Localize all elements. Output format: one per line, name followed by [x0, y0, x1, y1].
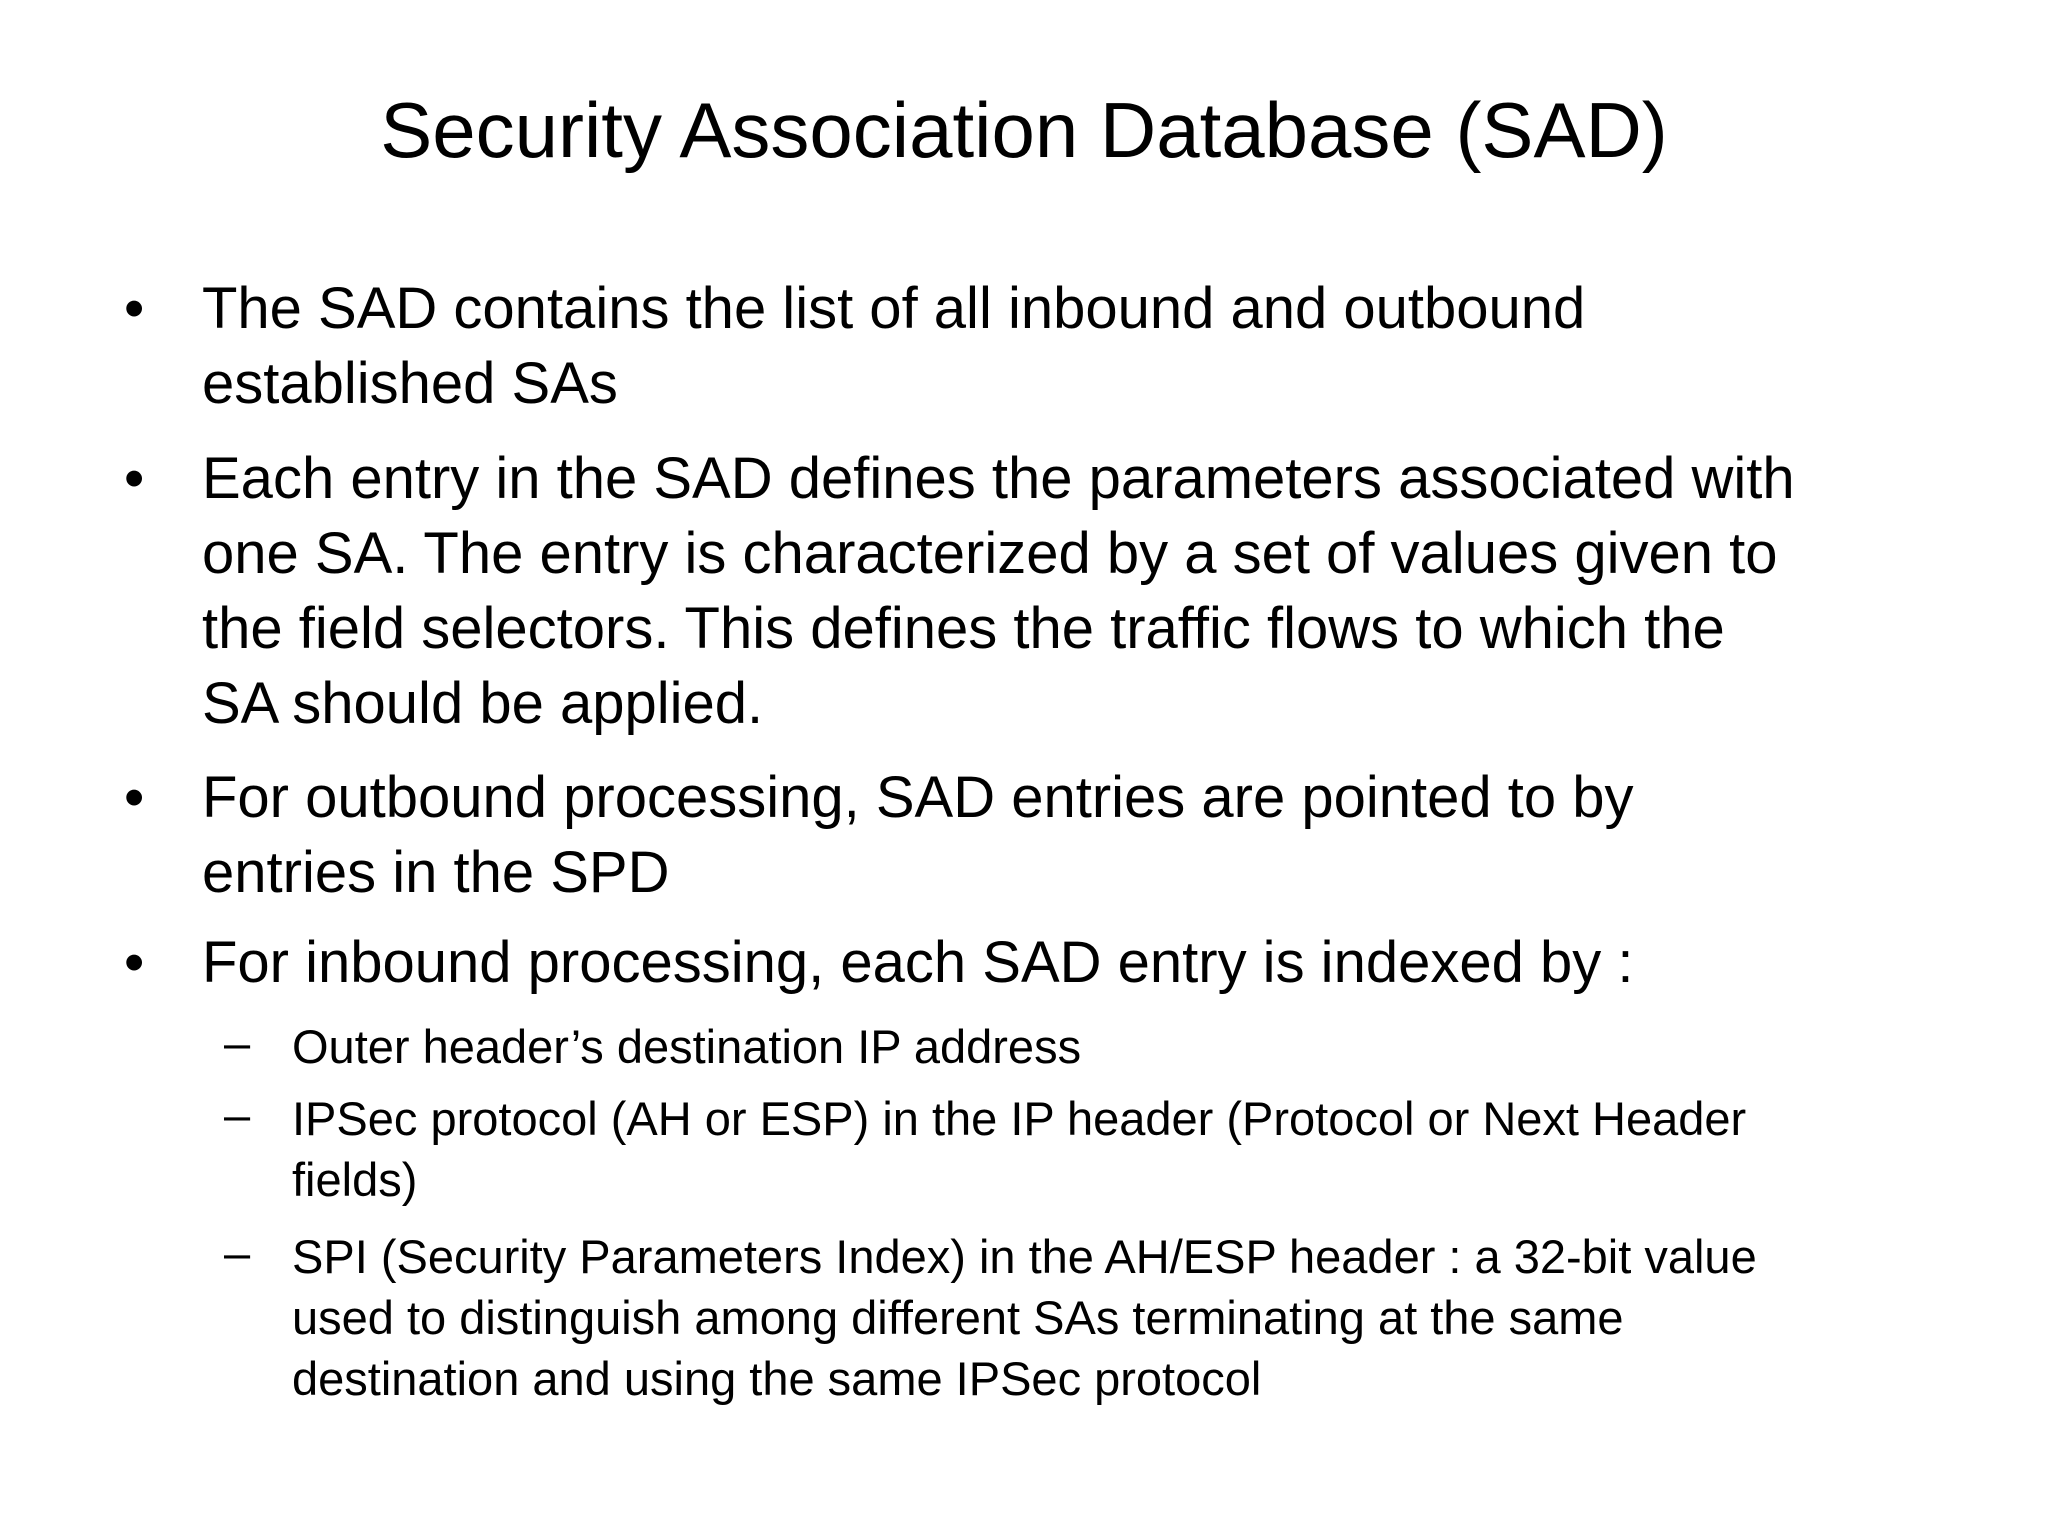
bullet-item-sad-entry	[124, 441, 1942, 741]
bullet-marker: •	[124, 765, 145, 830]
sub-bullet-spi	[224, 1226, 1992, 1409]
sub-bullet-outer-header	[224, 1016, 1992, 1077]
slide-title: Security Association Database (SAD)	[380, 86, 1668, 174]
bullet-text-line: one SA. The entry is characterized by a set of values given to	[202, 521, 1778, 586]
bullet-item-outbound-processing	[124, 760, 1942, 910]
sub-bullet-ipsec-protocol	[224, 1088, 1992, 1210]
bullet-marker: •	[124, 930, 145, 995]
bullet-text-line: For inbound processing, each SAD entry is indexed by :	[202, 930, 1634, 995]
bullet-marker: •	[124, 276, 145, 341]
dash-marker: –	[224, 1088, 251, 1141]
bullet-text-line: entries in the SPD	[202, 840, 670, 905]
dash-marker: –	[224, 1226, 251, 1279]
bullet-text-line: Each entry in the SAD defines the parameters associated with	[202, 446, 1795, 511]
bullet-text-line: The SAD contains the list of all inbound and outbound	[202, 276, 1586, 341]
dash-marker: –	[224, 1016, 251, 1069]
sub-bullet-text-line: Outer header’s destination IP address	[292, 1020, 1082, 1073]
sub-bullet-text-line: destination and using the same IPSec protocol	[292, 1352, 1262, 1405]
sub-bullet-text-line: fields)	[292, 1153, 418, 1206]
bullet-text-line: the field selectors. This defines the traffic flows to which the	[202, 596, 1725, 661]
bullet-marker: •	[124, 446, 145, 511]
sub-bullet-text-line: used to distinguish among different SAs terminating at the same	[292, 1291, 1624, 1344]
bullet-item-sad-contents	[124, 271, 1942, 421]
bullet-item-inbound-processing	[124, 925, 1942, 1000]
bullet-text-line: SA should be applied.	[202, 671, 764, 736]
bullet-text-line: established SAs	[202, 351, 618, 416]
sub-bullet-text-line: IPSec protocol (AH or ESP) in the IP header (Protocol or Next Header	[292, 1092, 1747, 1145]
bullet-text-line: For outbound processing, SAD entries are pointed to by	[202, 765, 1634, 830]
sub-bullet-text-line: SPI (Security Parameters Index) in the AH/ESP header : a 32-bit value	[292, 1230, 1757, 1283]
